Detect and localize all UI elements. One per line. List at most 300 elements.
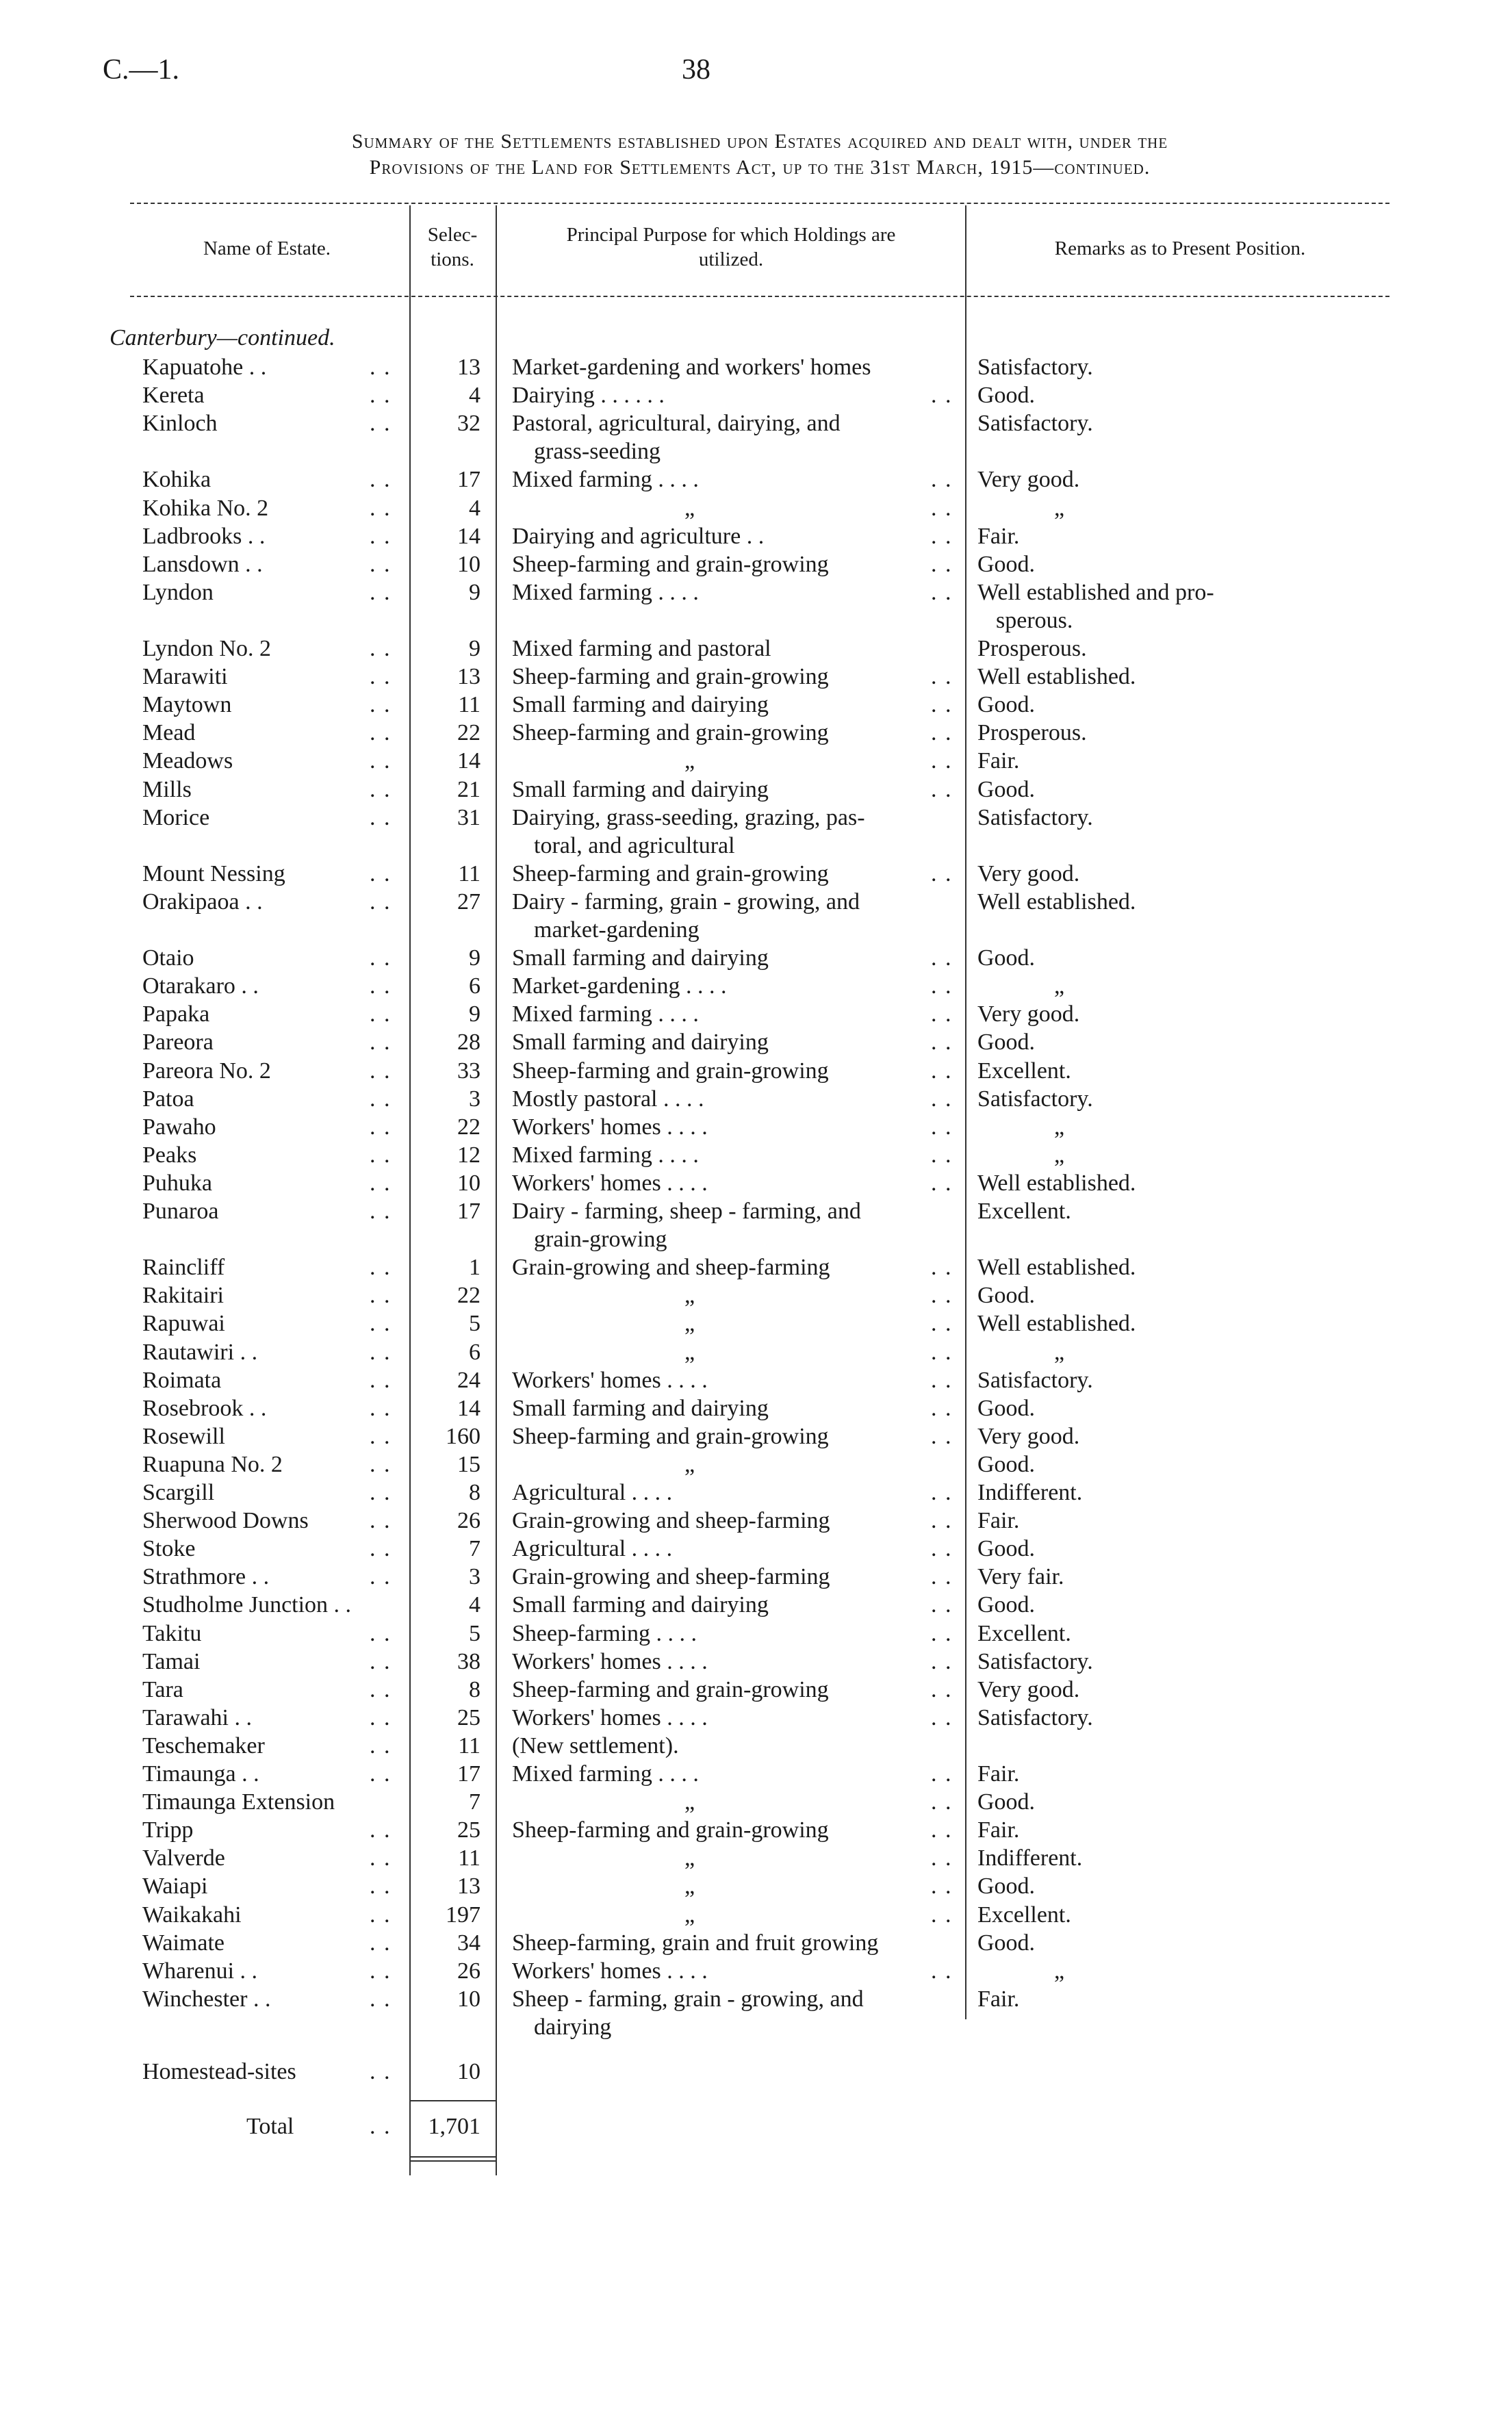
purpose-text: Sheep-farming and grain-growing <box>512 1676 829 1702</box>
purpose-leader-dots: . . <box>931 1620 953 1646</box>
remarks-text: Good. <box>977 945 1036 971</box>
estate-name: Takitu <box>142 1620 202 1646</box>
selections-count: 4 <box>469 495 480 521</box>
total-label: Total <box>246 2114 294 2139</box>
homestead-name: Homestead-sites <box>142 2059 296 2084</box>
selections-count: 15 <box>457 1451 480 1477</box>
purpose-leader-dots: . . <box>931 1058 953 1084</box>
name-leader-dots: . . <box>370 1930 392 1956</box>
table-row <box>0 636 1512 665</box>
purpose-leader-dots: . . <box>931 664 953 690</box>
table-row <box>0 608 1512 637</box>
table-row <box>0 945 1512 974</box>
name-leader-dots: . . <box>370 1339 392 1365</box>
purpose-leader-dots: . . <box>931 1817 953 1843</box>
selections-count: 26 <box>457 1958 480 1984</box>
selections-count: 6 <box>469 973 480 999</box>
estate-name: Pareora No. 2 <box>142 1058 271 1084</box>
purpose-text: Market-gardening . . . . <box>512 973 727 999</box>
table-row <box>0 748 1512 777</box>
name-leader-dots: . . <box>370 1030 392 1056</box>
table-row <box>0 1592 1512 1621</box>
purpose-leader-dots: . . <box>931 720 953 746</box>
selections-count: 26 <box>457 1508 480 1534</box>
section-heading: Canterbury—continued. <box>110 325 335 350</box>
estate-name: Teschemaker <box>142 1732 265 1759</box>
table-row <box>0 1845 1512 1874</box>
purpose-leader-dots: . . <box>931 1311 953 1337</box>
remarks-text: „ <box>1054 1114 1065 1140</box>
remarks-text: Fair. <box>977 523 1020 549</box>
selections-count: 11 <box>458 1845 480 1871</box>
purpose-text: Small farming and dairying <box>512 776 769 802</box>
remarks-text: Excellent. <box>977 1058 1071 1084</box>
name-leader-dots: . . <box>370 411 392 437</box>
table-row <box>0 805 1512 834</box>
estate-name: Sherwood Downs <box>142 1508 309 1534</box>
purpose-leader-dots: . . <box>931 1086 953 1112</box>
purpose-leader-dots: . . <box>931 1508 953 1534</box>
table-row <box>0 1705 1512 1734</box>
purpose-text: „ <box>684 748 695 774</box>
table-row <box>0 1199 1512 1227</box>
remarks-text: Prosperous. <box>977 720 1087 746</box>
remarks-text: Well established. <box>977 1311 1136 1337</box>
purpose-leader-dots: . . <box>931 860 953 886</box>
purpose-text: Sheep-farming and grain-growing <box>512 1817 829 1843</box>
estate-name: Otaio <box>142 945 194 971</box>
purpose-text: Sheep-farming and grain-growing <box>512 720 829 746</box>
remarks-text: Good. <box>977 1451 1036 1477</box>
homestead-dots: . . <box>370 2059 392 2084</box>
selections-count: 7 <box>469 1536 480 1562</box>
remarks-text: Good. <box>977 1283 1036 1309</box>
estate-name: Kohika <box>142 467 212 493</box>
selections-count: 9 <box>469 1001 480 1027</box>
total-row <box>0 2114 1512 2143</box>
purpose-text: Sheep-farming and grain-growing <box>512 1423 829 1449</box>
estate-name: Rautawiri . . <box>142 1339 258 1365</box>
table-row <box>0 1761 1512 1790</box>
table-title-line-2: Provisions of the Land for Settlements Act, up to the 31st March, 1915—continued. <box>369 156 1151 179</box>
purpose-text: Small farming and dairying <box>512 1395 769 1421</box>
selections-count: 10 <box>457 1986 480 2012</box>
estate-name: Wharenui . . <box>142 1958 258 1984</box>
purpose-text: Workers' homes . . . . <box>512 1170 708 1196</box>
estate-name: Peaks <box>142 1142 197 1168</box>
selections-count: 8 <box>469 1480 480 1505</box>
remarks-text: Very good. <box>977 1001 1080 1027</box>
purpose-text: Dairying . . . . . . <box>512 383 665 409</box>
table-row <box>0 1086 1512 1115</box>
name-leader-dots: . . <box>370 748 392 774</box>
estate-name: Kapuatohe . . <box>142 355 267 380</box>
name-leader-dots: . . <box>370 1676 392 1702</box>
selections-count: 14 <box>457 748 480 774</box>
estate-name: Papaka <box>142 1001 210 1027</box>
col-header-remarks: Remarks as to Present Position. <box>1054 238 1306 259</box>
purpose-leader-dots: . . <box>931 1255 953 1281</box>
name-leader-dots: . . <box>370 383 392 409</box>
table-row <box>0 861 1512 890</box>
purpose-leader-dots: . . <box>931 1480 953 1505</box>
purpose-text: dairying <box>534 2014 612 2040</box>
remarks-text: „ <box>1054 1339 1065 1365</box>
name-leader-dots: . . <box>370 1311 392 1337</box>
estate-name: Waikakahi <box>142 1902 242 1928</box>
table-row <box>0 411 1512 439</box>
name-leader-dots: . . <box>370 1845 392 1871</box>
purpose-text: Workers' homes . . . . <box>512 1367 708 1393</box>
page-number: 38 <box>682 54 710 86</box>
estate-name: Waimate <box>142 1930 225 1956</box>
purpose-leader-dots: . . <box>931 1958 953 1984</box>
purpose-leader-dots: . . <box>931 1170 953 1196</box>
remarks-text: Satisfactory. <box>977 1086 1093 1112</box>
name-leader-dots: . . <box>370 1114 392 1140</box>
purpose-text: „ <box>684 1874 695 1900</box>
name-leader-dots: . . <box>370 945 392 971</box>
remarks-text: Good. <box>977 551 1036 577</box>
purpose-text: Mixed farming and pastoral <box>512 636 771 661</box>
purpose-text: Sheep-farming and grain-growing <box>512 1058 829 1084</box>
purpose-text: Mixed farming . . . . <box>512 1761 699 1787</box>
purpose-text: market-gardening <box>534 917 700 943</box>
total-selections: 1,701 <box>428 2114 480 2139</box>
table-row <box>0 1564 1512 1593</box>
estate-name: Kohika No. 2 <box>142 495 269 521</box>
name-leader-dots: . . <box>370 1648 392 1674</box>
table-row <box>0 1508 1512 1537</box>
purpose-leader-dots: . . <box>931 1761 953 1787</box>
purpose-text: Grain-growing and sheep-farming <box>512 1255 830 1281</box>
table-row <box>0 383 1512 411</box>
purpose-leader-dots: . . <box>931 1902 953 1928</box>
estate-name: Kereta <box>142 383 205 409</box>
remarks-text: Satisfactory. <box>977 1704 1093 1730</box>
selections-count: 13 <box>457 1874 480 1900</box>
selections-count: 31 <box>457 804 480 830</box>
selections-count: 17 <box>457 467 480 493</box>
total-bottom-rule <box>411 2156 496 2158</box>
purpose-leader-dots: . . <box>931 1536 953 1562</box>
col-header-purpose: Principal Purpose for which Holdings are utilized. <box>566 224 896 271</box>
table-row <box>0 580 1512 609</box>
name-leader-dots: . . <box>370 1508 392 1534</box>
estate-name: Patoa <box>142 1086 194 1112</box>
table-row <box>0 1227 1512 1255</box>
purpose-text: Market-gardening and workers' homes <box>512 355 871 380</box>
remarks-text: Good. <box>977 1030 1036 1056</box>
name-leader-dots: . . <box>370 1170 392 1196</box>
purpose-leader-dots: . . <box>931 1142 953 1168</box>
remarks-text: Satisfactory. <box>977 355 1093 380</box>
table-row <box>0 1480 1512 1509</box>
remarks-text: Excellent. <box>977 1902 1071 1928</box>
name-leader-dots: . . <box>370 467 392 493</box>
remarks-text: sperous. <box>996 607 1073 633</box>
estate-name: Stoke <box>142 1536 196 1562</box>
remarks-text: „ <box>1054 1142 1065 1168</box>
table-row <box>0 833 1512 862</box>
purpose-leader-dots: . . <box>931 1648 953 1674</box>
document-code: C.—1. <box>103 54 180 86</box>
purpose-text: Workers' homes . . . . <box>512 1648 708 1674</box>
purpose-text: grass-seeding <box>534 439 661 465</box>
name-leader-dots: . . <box>370 1480 392 1505</box>
remarks-text: Good. <box>977 692 1036 718</box>
purpose-text: Workers' homes . . . . <box>512 1114 708 1140</box>
table-row <box>0 1255 1512 1283</box>
table-row <box>0 1930 1512 1959</box>
name-leader-dots: . . <box>370 1536 392 1562</box>
estate-name: Rosewill <box>142 1423 225 1449</box>
selections-count: 11 <box>458 1732 480 1759</box>
estate-name: Kinloch <box>142 411 218 437</box>
estate-name: Lansdown . . <box>142 551 263 577</box>
remarks-text: Fair. <box>977 1986 1020 2012</box>
estate-name: Scargill <box>142 1480 215 1505</box>
name-leader-dots: . . <box>370 1902 392 1928</box>
table-row <box>0 355 1512 383</box>
purpose-leader-dots: . . <box>931 1423 953 1449</box>
table-row <box>0 439 1512 468</box>
purpose-text: „ <box>684 1902 695 1928</box>
purpose-leader-dots: . . <box>931 383 953 409</box>
name-leader-dots: . . <box>370 1086 392 1112</box>
name-leader-dots: . . <box>370 1367 392 1393</box>
purpose-text: Pastoral, agricultural, dairying, and <box>512 411 841 437</box>
estate-name: Timaunga . . <box>142 1761 259 1787</box>
name-leader-dots: . . <box>370 804 392 830</box>
remarks-text: Very good. <box>977 860 1080 886</box>
selections-count: 160 <box>446 1423 480 1449</box>
purpose-text: Dairying, grass-seeding, grazing, pas- <box>512 804 865 830</box>
table-row <box>0 1677 1512 1706</box>
name-leader-dots: . . <box>370 1283 392 1309</box>
header-bottom-rule <box>130 296 1389 297</box>
purpose-text: grain-growing <box>534 1227 667 1253</box>
purpose-text: Small farming and dairying <box>512 1592 769 1618</box>
selections-count: 10 <box>457 551 480 577</box>
estate-name: Strathmore . . <box>142 1564 270 1590</box>
estate-name: Puhuka <box>142 1170 212 1196</box>
purpose-leader-dots: . . <box>931 1283 953 1309</box>
remarks-text: „ <box>1054 1958 1065 1984</box>
name-leader-dots: . . <box>370 1874 392 1900</box>
selections-count: 11 <box>458 860 480 886</box>
total-bottom-rule-2 <box>411 2160 496 2162</box>
table-row <box>0 1171 1512 1199</box>
remarks-text: Well established. <box>977 888 1136 915</box>
estate-name: Roimata <box>142 1367 222 1393</box>
remarks-text: Satisfactory. <box>977 804 1093 830</box>
name-leader-dots: . . <box>370 1423 392 1449</box>
table-row <box>0 720 1512 749</box>
selections-count: 25 <box>457 1704 480 1730</box>
remarks-text: Satisfactory. <box>977 411 1093 437</box>
purpose-leader-dots: . . <box>931 1339 953 1365</box>
table-row <box>0 1733 1512 1762</box>
selections-count: 13 <box>457 664 480 690</box>
purpose-text: (New settlement). <box>512 1732 679 1759</box>
remarks-text: Very good. <box>977 1676 1080 1702</box>
purpose-leader-dots: . . <box>931 579 953 605</box>
purpose-leader-dots: . . <box>931 1704 953 1730</box>
estate-name: Mills <box>142 776 192 802</box>
purpose-leader-dots: . . <box>931 1001 953 1027</box>
table-row <box>0 1452 1512 1481</box>
purpose-text: Agricultural . . . . <box>512 1536 673 1562</box>
remarks-text: Good. <box>977 1789 1036 1815</box>
estate-name: Ruapuna No. 2 <box>142 1451 283 1477</box>
table-row <box>0 1396 1512 1424</box>
selections-count: 21 <box>457 776 480 802</box>
purpose-leader-dots: . . <box>931 748 953 774</box>
selections-count: 5 <box>469 1311 480 1337</box>
purpose-leader-dots: . . <box>931 1789 953 1815</box>
table-row <box>0 692 1512 721</box>
name-leader-dots: . . <box>370 636 392 661</box>
name-leader-dots: . . <box>370 1817 392 1843</box>
name-leader-dots: . . <box>370 355 392 380</box>
purpose-leader-dots: . . <box>931 495 953 521</box>
estate-name: Meadows <box>142 748 233 774</box>
estate-name: Marawiti <box>142 664 228 690</box>
homestead-selections: 10 <box>457 2059 480 2084</box>
table-row <box>0 524 1512 552</box>
purpose-leader-dots: . . <box>931 467 953 493</box>
remarks-text: Fair. <box>977 1817 1020 1843</box>
selections-count: 13 <box>457 355 480 380</box>
remarks-text: Fair. <box>977 748 1020 774</box>
estate-name: Ladbrooks . . <box>142 523 266 549</box>
purpose-leader-dots: . . <box>931 776 953 802</box>
purpose-text: „ <box>684 495 695 521</box>
estate-name: Morice <box>142 804 210 830</box>
table-row <box>0 917 1512 946</box>
selections-count: 24 <box>457 1367 480 1393</box>
estate-name: Otarakaro . . <box>142 973 259 999</box>
estate-name: Timaunga Extension <box>142 1789 335 1815</box>
purpose-leader-dots: . . <box>931 973 953 999</box>
estate-name: Raincliff <box>142 1255 225 1281</box>
purpose-text: Small farming and dairying <box>512 692 769 718</box>
table-row <box>0 1958 1512 1987</box>
table-row <box>0 496 1512 524</box>
selections-count: 22 <box>457 1283 480 1309</box>
name-leader-dots: . . <box>370 1451 392 1477</box>
estate-name: Mead <box>142 720 196 746</box>
remarks-text: Very good. <box>977 467 1080 493</box>
estate-name: Rapuwai <box>142 1311 225 1337</box>
table-row <box>0 889 1512 918</box>
name-leader-dots: . . <box>370 1958 392 1984</box>
table-row <box>0 1817 1512 1846</box>
remarks-text: „ <box>1054 973 1065 999</box>
selections-count: 25 <box>457 1817 480 1843</box>
purpose-text: Sheep-farming and grain-growing <box>512 551 829 577</box>
purpose-text: „ <box>684 1339 695 1365</box>
name-leader-dots: . . <box>370 523 392 549</box>
table-row <box>0 467 1512 496</box>
purpose-text: Mixed farming . . . . <box>512 467 699 493</box>
estate-name: Pareora <box>142 1030 214 1056</box>
table-row <box>0 1649 1512 1678</box>
purpose-leader-dots: . . <box>931 551 953 577</box>
name-leader-dots: . . <box>370 551 392 577</box>
table-row <box>0 552 1512 580</box>
estate-name: Rakitairi <box>142 1283 224 1309</box>
table-row <box>0 1340 1512 1368</box>
remarks-text: Good. <box>977 776 1036 802</box>
name-leader-dots: . . <box>370 579 392 605</box>
purpose-text: „ <box>684 1845 695 1871</box>
name-leader-dots: . . <box>370 720 392 746</box>
purpose-leader-dots: . . <box>931 945 953 971</box>
selections-count: 9 <box>469 945 480 971</box>
name-leader-dots: . . <box>370 1001 392 1027</box>
table-row <box>0 1114 1512 1143</box>
name-leader-dots: . . <box>370 776 392 802</box>
estate-name: Valverde <box>142 1845 225 1871</box>
selections-count: 33 <box>457 1058 480 1084</box>
remarks-text: Fair. <box>977 1761 1020 1787</box>
name-leader-dots: . . <box>370 1142 392 1168</box>
remarks-text: Well established. <box>977 1170 1136 1196</box>
estate-name: Rosebrook . . <box>142 1395 267 1421</box>
selections-count: 11 <box>458 692 480 718</box>
selections-count: 17 <box>457 1199 480 1224</box>
purpose-text: Sheep-farming and grain-growing <box>512 664 829 690</box>
selections-count: 22 <box>457 1114 480 1140</box>
selections-count: 7 <box>469 1789 480 1815</box>
purpose-text: Small farming and dairying <box>512 945 769 971</box>
selections-count: 197 <box>446 1902 480 1928</box>
name-leader-dots: . . <box>370 1704 392 1730</box>
remarks-text: Good. <box>977 1930 1036 1956</box>
name-leader-dots: . . <box>370 1058 392 1084</box>
remarks-text: Excellent. <box>977 1620 1071 1646</box>
selections-count: 4 <box>469 383 480 409</box>
table-row <box>0 1368 1512 1396</box>
selections-count: 9 <box>469 636 480 661</box>
purpose-text: Agricultural . . . . <box>512 1480 673 1505</box>
estate-name: Winchester . . <box>142 1986 271 2012</box>
purpose-text: Dairying and agriculture . . <box>512 523 765 549</box>
purpose-leader-dots: . . <box>931 1592 953 1618</box>
name-leader-dots: . . <box>370 1761 392 1787</box>
table-row <box>0 1001 1512 1030</box>
table-row <box>0 1621 1512 1650</box>
remarks-text: Excellent. <box>977 1199 1071 1224</box>
name-leader-dots: . . <box>370 1199 392 1224</box>
remarks-text: Well established and pro- <box>977 579 1214 605</box>
remarks-text: Fair. <box>977 1508 1020 1534</box>
estate-name: Tripp <box>142 1817 194 1843</box>
table-row <box>0 1874 1512 1902</box>
purpose-text: „ <box>684 1451 695 1477</box>
selections-count: 8 <box>469 1676 480 1702</box>
purpose-text: Workers' homes . . . . <box>512 1704 708 1730</box>
purpose-leader-dots: . . <box>931 1367 953 1393</box>
selections-count: 3 <box>469 1564 480 1590</box>
purpose-text: Mixed farming . . . . <box>512 1001 699 1027</box>
table-row <box>0 1986 1512 2015</box>
selections-count: 27 <box>457 888 480 915</box>
purpose-text: Small farming and dairying <box>512 1030 769 1056</box>
purpose-text: Sheep-farming . . . . <box>512 1620 697 1646</box>
